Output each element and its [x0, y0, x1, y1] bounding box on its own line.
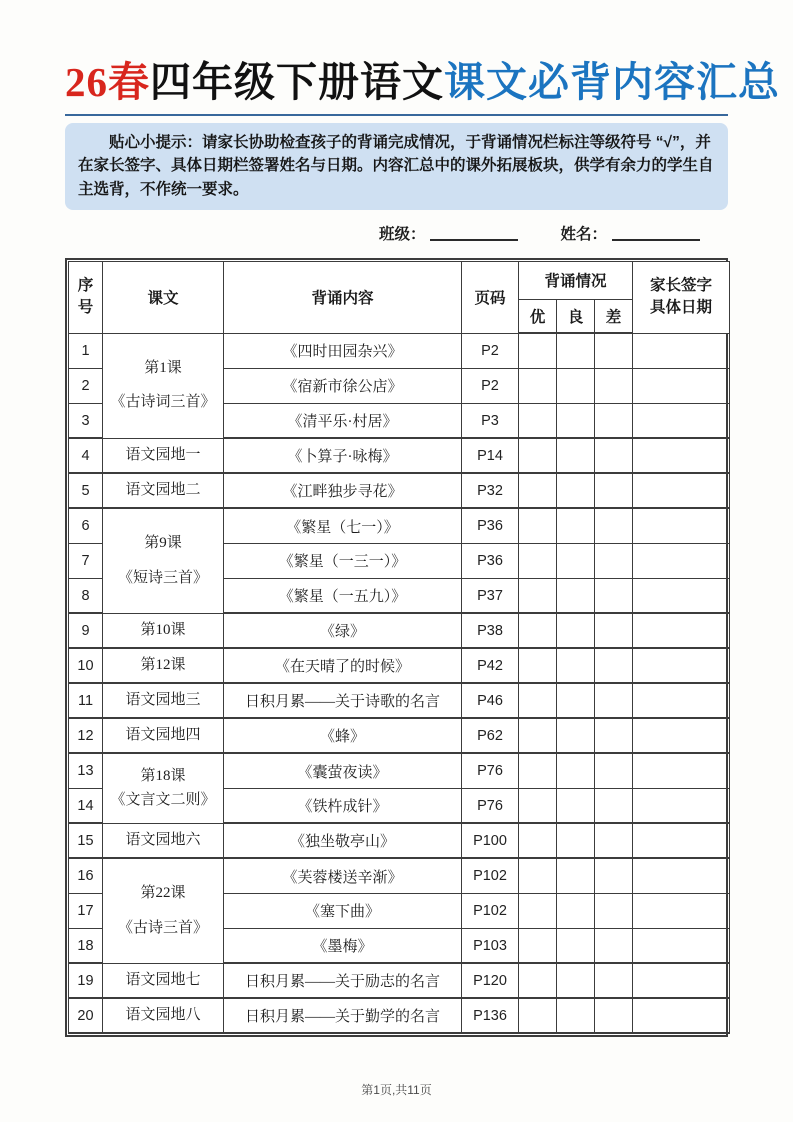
page-cell: P46 [462, 683, 519, 718]
status-cell-excellent[interactable] [519, 963, 557, 998]
status-cell-good[interactable] [557, 963, 595, 998]
status-cell-excellent[interactable] [519, 543, 557, 578]
signature-date-cell[interactable] [633, 438, 730, 473]
title-underline [65, 114, 728, 116]
row-number-cell: 11 [69, 683, 103, 718]
lesson-line: 语文园地四 [125, 727, 201, 744]
status-cell-good[interactable] [557, 578, 595, 613]
lesson-cell [103, 438, 224, 473]
recitation-table [65, 258, 728, 1038]
status-cell-good[interactable] [557, 753, 595, 788]
status-cell-poor[interactable] [595, 823, 633, 858]
content-cell: 《囊萤夜读》 [224, 753, 462, 788]
class-blank-field[interactable] [430, 225, 518, 241]
status-cell-good[interactable] [557, 823, 595, 858]
lesson-cell [103, 683, 224, 718]
name-label: 姓名： [560, 225, 607, 243]
header-lesson: 课文 [103, 261, 224, 333]
table-row [69, 473, 730, 508]
lesson-cell [103, 998, 224, 1033]
page-cell: P2 [462, 333, 519, 368]
status-cell-excellent[interactable] [519, 613, 557, 648]
content-cell: 《蜂》 [224, 718, 462, 753]
table-row [69, 718, 730, 753]
signature-date-cell[interactable] [633, 508, 730, 543]
row-number-cell: 4 [69, 438, 103, 473]
status-cell-good[interactable] [557, 788, 595, 823]
status-cell-good[interactable] [557, 718, 595, 753]
table-row [69, 963, 730, 998]
page-cell: P2 [462, 368, 519, 403]
status-cell-excellent[interactable] [519, 788, 557, 823]
status-cell-good[interactable] [557, 858, 595, 893]
status-cell-poor[interactable] [595, 858, 633, 893]
header-signature-date [633, 261, 730, 333]
status-cell-excellent[interactable] [519, 368, 557, 403]
lesson-line: 语文园地八 [125, 1007, 201, 1024]
header-status: 背诵情况 [519, 261, 633, 299]
lesson-cell [103, 963, 224, 998]
lesson-line: 语文园地六 [125, 831, 201, 848]
signature-date-cell[interactable] [633, 753, 730, 788]
page-title [65, 58, 780, 107]
row-number-cell: 16 [69, 858, 103, 893]
page-cell: P103 [462, 928, 519, 963]
page-cell: P136 [462, 998, 519, 1033]
lesson-line: 《古诗三首》 [117, 919, 208, 936]
lesson-line: 第9课 [144, 534, 182, 551]
lesson-line: 第1课 [144, 359, 182, 376]
row-number-cell: 12 [69, 718, 103, 753]
status-cell-poor[interactable] [595, 963, 633, 998]
lesson-cell [103, 718, 224, 753]
status-cell-poor[interactable] [595, 928, 633, 963]
status-cell-good[interactable] [557, 613, 595, 648]
status-cell-poor[interactable] [595, 753, 633, 788]
lesson-cell [103, 648, 224, 683]
row-number-cell: 18 [69, 928, 103, 963]
lesson-cell [103, 753, 224, 823]
header-signature-line: 家长签字 [650, 276, 713, 294]
row-number-cell: 7 [69, 543, 103, 578]
status-cell-good[interactable] [557, 333, 595, 368]
status-cell-good[interactable] [557, 508, 595, 543]
content-cell: 《四时田园杂兴》 [224, 333, 462, 368]
status-cell-poor[interactable] [595, 788, 633, 823]
row-number-cell: 13 [69, 753, 103, 788]
content-cell: 《塞下曲》 [224, 893, 462, 928]
page-cell: P62 [462, 718, 519, 753]
status-cell-poor[interactable] [595, 473, 633, 508]
lesson-cell [103, 508, 224, 613]
signature-date-cell[interactable] [633, 858, 730, 893]
row-number-cell: 2 [69, 368, 103, 403]
status-cell-excellent[interactable] [519, 438, 557, 473]
row-number-cell: 1 [69, 333, 103, 368]
status-cell-poor[interactable] [595, 893, 633, 928]
status-cell-excellent[interactable] [519, 403, 557, 438]
page-cell: P38 [462, 613, 519, 648]
signature-date-cell[interactable] [633, 368, 730, 403]
status-cell-excellent[interactable] [519, 858, 557, 893]
page-cell: P102 [462, 858, 519, 893]
status-cell-excellent[interactable] [519, 928, 557, 963]
signature-date-cell[interactable] [633, 963, 730, 998]
row-number-cell: 9 [69, 613, 103, 648]
signature-date-cell[interactable] [633, 473, 730, 508]
status-cell-poor[interactable] [595, 543, 633, 578]
page-cell: P32 [462, 473, 519, 508]
lesson-line: 语文园地一 [125, 446, 201, 463]
lesson-cell [103, 473, 224, 508]
status-cell-good[interactable] [557, 998, 595, 1033]
content-cell: 《江畔独步寻花》 [224, 473, 462, 508]
status-cell-excellent[interactable] [519, 998, 557, 1033]
signature-date-cell[interactable] [633, 928, 730, 963]
lesson-line: 《短诗三首》 [117, 569, 208, 586]
signature-date-cell[interactable] [633, 648, 730, 683]
signature-date-cell[interactable] [633, 578, 730, 613]
table-row [69, 998, 730, 1033]
page-cell: P42 [462, 648, 519, 683]
page-cell: P120 [462, 963, 519, 998]
status-cell-good[interactable] [557, 683, 595, 718]
status-cell-poor[interactable] [595, 683, 633, 718]
status-cell-excellent[interactable] [519, 648, 557, 683]
title-grade-subject: 四年级下册语文 [150, 59, 444, 105]
table-row [69, 823, 730, 858]
page-cell: P100 [462, 823, 519, 858]
content-cell: 《繁星（七一）》 [224, 508, 462, 543]
header-row-number: 序号 [69, 261, 103, 333]
lesson-line: 语文园地二 [125, 482, 201, 499]
status-cell-good[interactable] [557, 368, 595, 403]
class-name-row [65, 222, 728, 246]
header-grade-excellent: 优 [519, 299, 557, 333]
lesson-line: 《古诗词三首》 [110, 394, 216, 411]
content-cell: 《在天晴了的时候》 [224, 648, 462, 683]
lesson-cell [103, 613, 224, 648]
page-cell: P36 [462, 543, 519, 578]
table-row [69, 753, 730, 788]
lesson-cell [103, 333, 224, 438]
row-number-cell: 17 [69, 893, 103, 928]
lesson-line: 语文园地三 [125, 692, 201, 709]
row-number-cell: 6 [69, 508, 103, 543]
status-cell-poor[interactable] [595, 508, 633, 543]
status-cell-good[interactable] [557, 473, 595, 508]
lesson-line: 第12课 [140, 657, 186, 674]
page-cell: P14 [462, 438, 519, 473]
content-cell: 《繁星（一三一）》 [224, 543, 462, 578]
lesson-line: 第10课 [140, 621, 186, 638]
status-cell-excellent[interactable] [519, 753, 557, 788]
signature-date-cell[interactable] [633, 403, 730, 438]
content-cell: 日积月累——关于励志的名言 [224, 963, 462, 998]
row-number-cell: 10 [69, 648, 103, 683]
content-cell: 《繁星（一五九）》 [224, 578, 462, 613]
header-date-line: 具体日期 [650, 299, 713, 317]
lesson-cell [103, 823, 224, 858]
table-row [69, 648, 730, 683]
content-cell: 《墨梅》 [224, 928, 462, 963]
status-cell-good[interactable] [557, 928, 595, 963]
status-cell-poor[interactable] [595, 333, 633, 368]
table-row [69, 438, 730, 473]
content-cell: 《清平乐·村居》 [224, 403, 462, 438]
content-cell: 日积月累——关于勤学的名言 [224, 998, 462, 1033]
content-cell: 《卜算子·咏梅》 [224, 438, 462, 473]
header-content: 背诵内容 [224, 261, 462, 333]
page-footer: 第1页,共11页 [361, 1083, 432, 1097]
row-number-cell: 3 [69, 403, 103, 438]
status-cell-good[interactable] [557, 403, 595, 438]
tip-text: 贴心小提示：请家长协助检查孩子的背诵完成情况，于背诵情况栏标注等级符号 “√”，并在家长签字、具体日期栏签署姓名与日期。内容汇总中的课外拓展板块，供学有余力的学生自主选背，不作统一要求。 [78, 134, 714, 198]
status-cell-excellent[interactable] [519, 823, 557, 858]
lesson-line: 第22课 [140, 884, 186, 901]
lesson-line: 第18课 [140, 767, 186, 784]
signature-date-cell[interactable] [633, 543, 730, 578]
page-cell: P76 [462, 788, 519, 823]
row-number-cell: 14 [69, 788, 103, 823]
header-grade-good: 良 [557, 299, 595, 333]
row-number-cell: 19 [69, 963, 103, 998]
content-cell: 《宿新市徐公店》 [224, 368, 462, 403]
row-number-cell: 8 [69, 578, 103, 613]
content-cell: 《独坐敬亭山》 [224, 823, 462, 858]
row-number-cell: 5 [69, 473, 103, 508]
title-edition: 26春 [65, 59, 150, 105]
page-cell: P76 [462, 753, 519, 788]
table-row [69, 683, 730, 718]
status-cell-good[interactable] [557, 893, 595, 928]
name-blank-field[interactable] [612, 225, 700, 241]
status-cell-poor[interactable] [595, 613, 633, 648]
table-row [69, 858, 730, 893]
table-row [69, 613, 730, 648]
status-cell-excellent[interactable] [519, 683, 557, 718]
status-cell-good[interactable] [557, 648, 595, 683]
status-cell-good[interactable] [557, 543, 595, 578]
signature-date-cell[interactable] [633, 893, 730, 928]
page-cell: P102 [462, 893, 519, 928]
page-cell: P36 [462, 508, 519, 543]
status-cell-poor[interactable] [595, 578, 633, 613]
content-cell: 《绿》 [224, 613, 462, 648]
lesson-line: 语文园地七 [125, 971, 201, 988]
page-cell: P3 [462, 403, 519, 438]
page-cell: P37 [462, 578, 519, 613]
signature-date-cell[interactable] [633, 683, 730, 718]
signature-date-cell[interactable] [633, 823, 730, 858]
status-cell-excellent[interactable] [519, 893, 557, 928]
header-grade-poor: 差 [595, 299, 633, 333]
status-cell-excellent[interactable] [519, 473, 557, 508]
content-cell: 日积月累——关于诗歌的名言 [224, 683, 462, 718]
content-cell: 《芙蓉楼送辛渐》 [224, 858, 462, 893]
signature-date-cell[interactable] [633, 333, 730, 368]
status-cell-poor[interactable] [595, 403, 633, 438]
signature-date-cell[interactable] [633, 788, 730, 823]
header-page: 页码 [462, 261, 519, 333]
table-row [69, 333, 730, 368]
row-number-cell: 15 [69, 823, 103, 858]
status-cell-good[interactable] [557, 438, 595, 473]
tip-box [65, 123, 728, 210]
title-topic: 课文必背内容汇总 [444, 59, 780, 105]
table-row [69, 508, 730, 543]
status-cell-excellent[interactable] [519, 333, 557, 368]
status-cell-excellent[interactable] [519, 718, 557, 753]
status-cell-poor[interactable] [595, 998, 633, 1033]
signature-date-cell[interactable] [633, 998, 730, 1033]
lesson-cell [103, 858, 224, 963]
status-cell-poor[interactable] [595, 368, 633, 403]
status-cell-excellent[interactable] [519, 508, 557, 543]
status-cell-poor[interactable] [595, 438, 633, 473]
signature-date-cell[interactable] [633, 613, 730, 648]
status-cell-poor[interactable] [595, 718, 633, 753]
row-number-cell: 20 [69, 998, 103, 1033]
class-label: 班级： [378, 225, 426, 243]
lesson-line: 《文言文二则》 [110, 791, 216, 808]
status-cell-poor[interactable] [595, 648, 633, 683]
status-cell-excellent[interactable] [519, 578, 557, 613]
content-cell: 《铁杵成针》 [224, 788, 462, 823]
signature-date-cell[interactable] [633, 718, 730, 753]
